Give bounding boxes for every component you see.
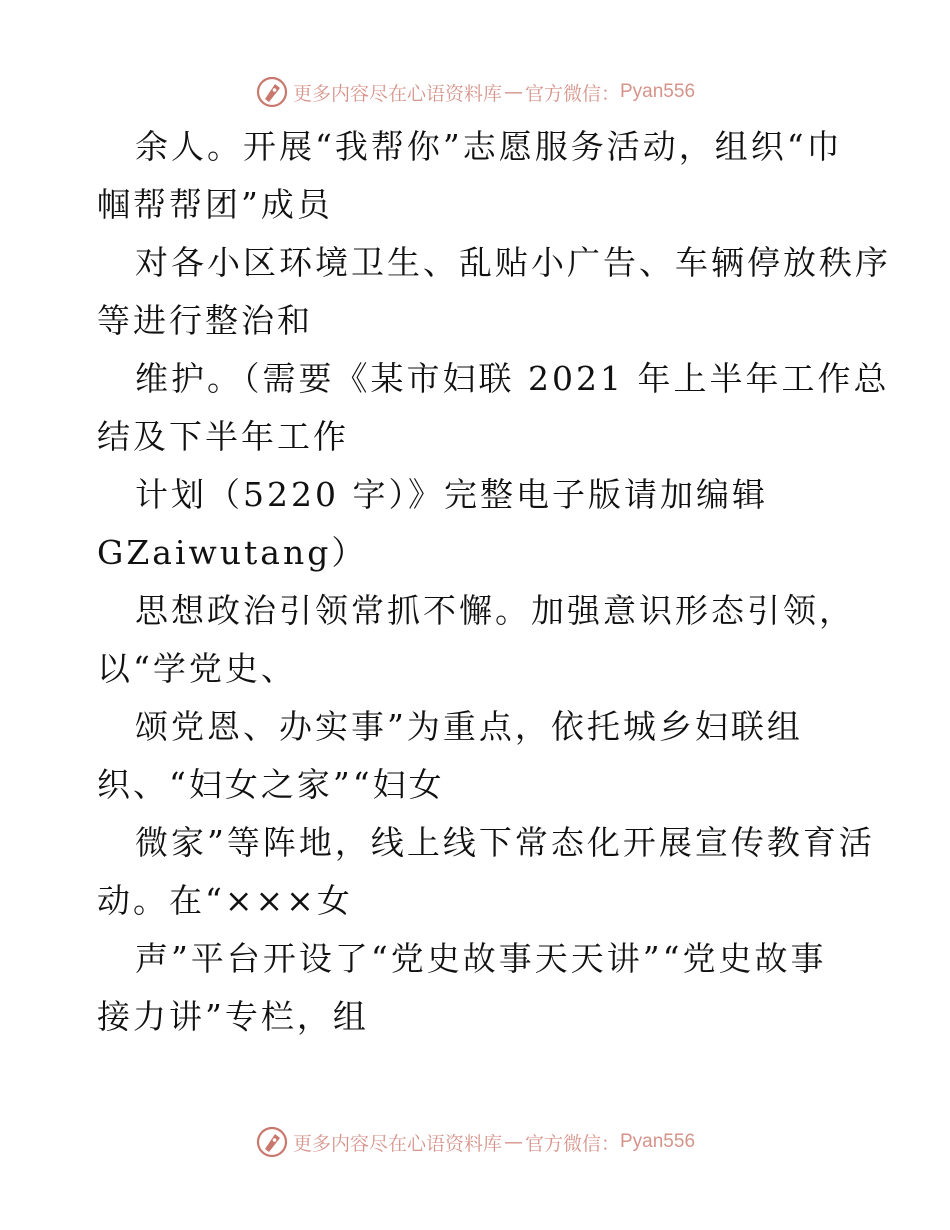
paragraph-line: 思想政治引领常抓不懈。加强意识形态引领， [135,591,855,630]
watermark-separator: — [503,81,523,103]
pen-nib-logo-icon [255,75,289,109]
paragraph-line: 声”平台开设了“党史故事天天讲”“党史故事 [135,939,827,978]
paragraph-line: 接力讲”专栏，组 [97,997,369,1036]
paragraph-line: 余人。开展“我帮你”志愿服务活动，组织“巾 [135,127,843,166]
paragraph-line: 计划（5220 字）》完整电子版请加编辑 [135,475,768,514]
watermark-contact: 官方微信： [524,1132,620,1155]
paragraph-line: 颂党恩、办实事”为重点，依托城乡妇联组 [135,707,803,746]
pen-nib-logo-icon [255,1125,289,1159]
watermark-text: 更多内容尽在心语资料库 [292,1132,502,1155]
paragraph-line: 微家”等阵地，线上线下常态化开展宣传教育活 [135,823,875,862]
paragraph-line: 等进行整治和 [97,301,313,340]
paragraph-line: 以“学党史、 [97,649,297,688]
paragraph-line: 结及下半年工作 [97,417,349,456]
watermark-separator: — [503,1131,523,1153]
paragraph-line: GZaiwutang） [97,533,368,572]
paragraph-line: 动。在“×××女 [97,881,353,920]
watermark-handle: Pyan556 [620,81,696,102]
footer-watermark [0,1122,950,1162]
paragraph-line: 维护。（需要《某市妇联 2021 年上半年工作总 [135,359,890,398]
watermark-handle: Pyan556 [620,1131,696,1152]
document-body [97,118,891,1046]
paragraph-line: 对各小区环境卫生、乱贴小广告、车辆停放秩序 [135,243,891,282]
paragraph-line: 织、“妇女之家”“妇女 [97,765,445,804]
paragraph-line: 帼帮帮团”成员 [97,185,333,224]
header-watermark [0,72,950,112]
watermark-contact: 官方微信： [524,82,620,105]
watermark-text: 更多内容尽在心语资料库 [292,82,502,105]
